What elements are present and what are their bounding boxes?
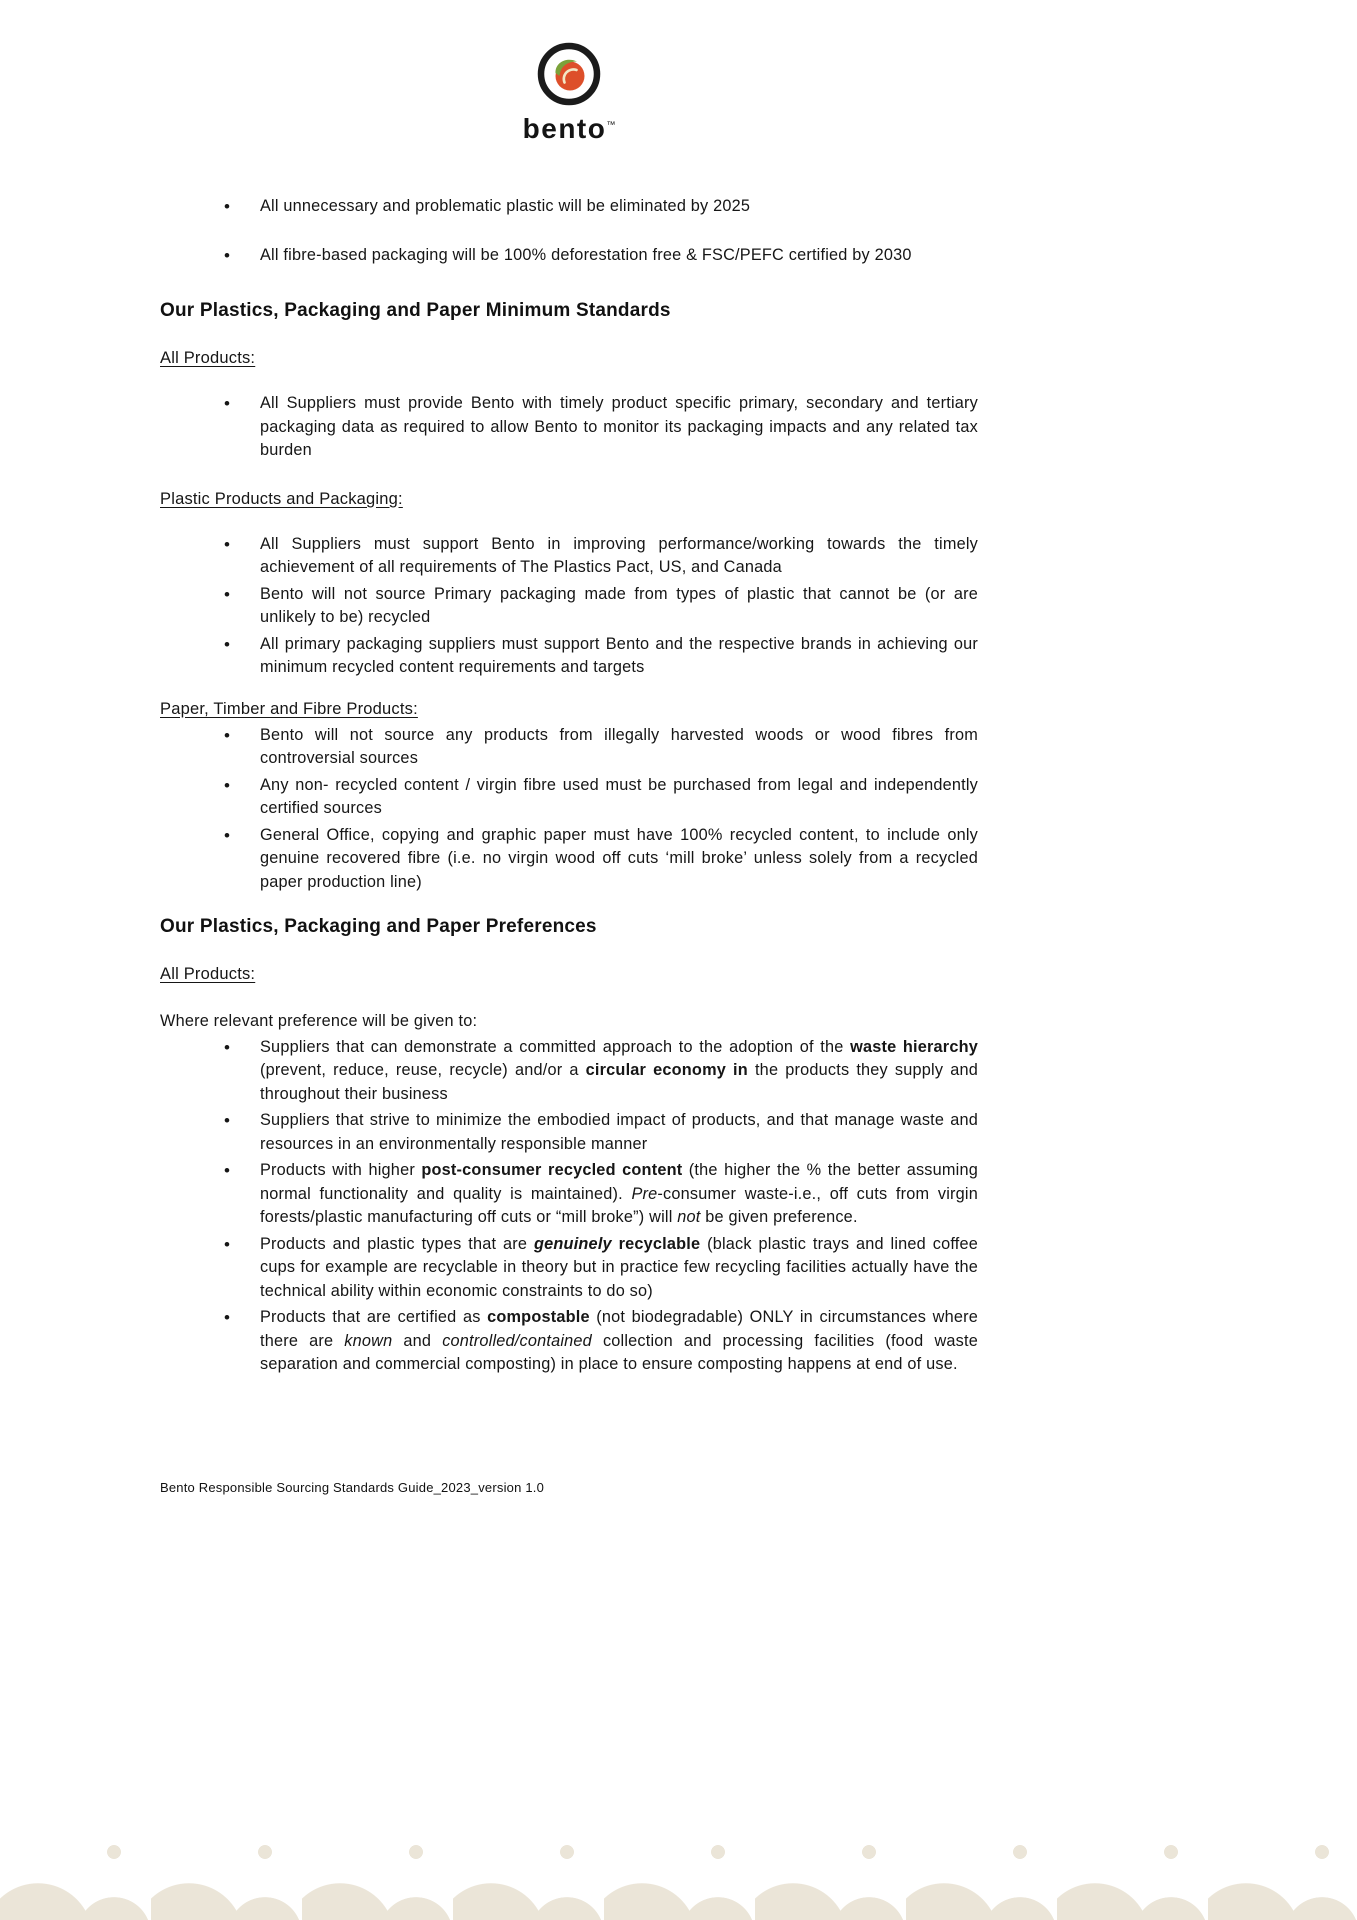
plastic-products-bullet-list: [160, 533, 978, 680]
bullet-item: [160, 1159, 978, 1230]
preferences-bullet-list: [160, 1036, 978, 1377]
bullet-text: Suppliers that strive to minimize the embodied impact of products, and that manage waste and resources in an environmentally responsible manner: [260, 1111, 978, 1153]
trademark-symbol: ™: [606, 119, 616, 130]
bullet-item: [160, 1233, 978, 1304]
bullet-text: All Suppliers must support Bento in improving performance/working towards the timely achievement of all requirements of The Plastics Pact, US, and Canada: [260, 534, 978, 576]
logo-wordmark-text: bento: [522, 113, 607, 144]
page-content: [160, 0, 978, 1377]
footer-text: Bento Responsible Sourcing Standards Guide_2023_version 1.0: [160, 1480, 544, 1495]
bullet-text: Any non- recycled content / virgin fibre used must be purchased from legal and independently certified sources: [260, 775, 978, 817]
bullet-text: Products and plastic types that are genuinely recyclable (black plastic trays and lined coffee cups for example are recyclable in theory but in practice few recycling facilities actually have the technical ability within economic constraints to do so): [260, 1234, 978, 1300]
logo-wordmark: [160, 113, 978, 145]
bullet-item: [160, 195, 978, 219]
bullet-item: [160, 1109, 978, 1156]
section-heading-minimum-standards: Our Plastics, Packaging and Paper Minimum Standards: [160, 300, 671, 321]
bullet-text: All Suppliers must provide Bento with timely product specific primary, secondary and tertiary packaging data as required to allow Bento to monitor its packaging impacts and any related tax burden: [260, 394, 978, 459]
bullet-item: [160, 244, 978, 268]
subsection-label-all-products: All Products:: [160, 349, 256, 367]
subsection-label-paper-timber-fibre: Paper, Timber and Fibre Products:: [160, 699, 418, 718]
bento-logo: [160, 40, 978, 145]
bottom-border-decoration: [0, 1838, 1357, 1920]
bullet-item: [160, 824, 978, 895]
bullet-item: [160, 1306, 978, 1377]
bullet-text: All unnecessary and problematic plastic will be eliminated by 2025: [260, 197, 751, 215]
bullet-item: [160, 392, 978, 463]
bullet-item: [160, 583, 978, 630]
all-products-bullet-list: [160, 392, 978, 463]
bullet-text: All fibre-based packaging will be 100% deforestation free & FSC/PEFC certified by 2030: [260, 245, 912, 264]
subsection-label-all-products-preferences: All Products:: [160, 965, 256, 983]
paper-timber-fibre-bullet-list: [160, 724, 978, 895]
bullet-text: Bento will not source any products from illegally harvested woods or wood fibres from controversial sources: [260, 725, 978, 767]
bullet-text: Products that are certified as compostable (not biodegradable) ONLY in circumstances where there are known and controlled/contained collection and processing facilities (food waste separation and commercial composting) in place to ensure composting happens at end of use.: [260, 1308, 978, 1373]
bullet-text: Products with higher post-consumer recycled content (the higher the % the better assuming normal functionality and quality is maintained). Pre-consumer waste-i.e., off cuts from virgin forests/plastic manufacturing off cuts or “mill broke”) will not be given preference.: [260, 1161, 978, 1226]
bullet-text: Bento will not source Primary packaging made from types of plastic that cannot be (or are unlikely to be) recycled: [260, 584, 978, 626]
bullet-text: General Office, copying and graphic paper must have 100% recycled content, to include only genuine recovered fibre (i.e. no virgin wood off cuts ‘mill broke’ unless solely from a recycled paper production line): [260, 825, 978, 891]
bullet-text: All primary packaging suppliers must support Bento and the respective brands in achieving our minimum recycled content requirements and targets: [260, 634, 978, 676]
bullet-item: [160, 774, 978, 821]
bullet-item: [160, 1036, 978, 1107]
section-heading-preferences: Our Plastics, Packaging and Paper Preferences: [160, 916, 597, 937]
intro-bullet-list: [160, 195, 978, 267]
bullet-item: [160, 633, 978, 680]
bullet-item: [160, 533, 978, 580]
subsection-label-plastic-products: Plastic Products and Packaging:: [160, 489, 403, 508]
bento-logo-icon: [534, 40, 604, 110]
preferences-lead-text: Where relevant preference will be given to:: [160, 1012, 478, 1030]
bullet-item: [160, 724, 978, 771]
bullet-text: Suppliers that can demonstrate a committed approach to the adoption of the waste hierarchy (prevent, reduce, reuse, recycle) and/or a circular economy in the products they supply and throughout their business: [260, 1037, 979, 1103]
